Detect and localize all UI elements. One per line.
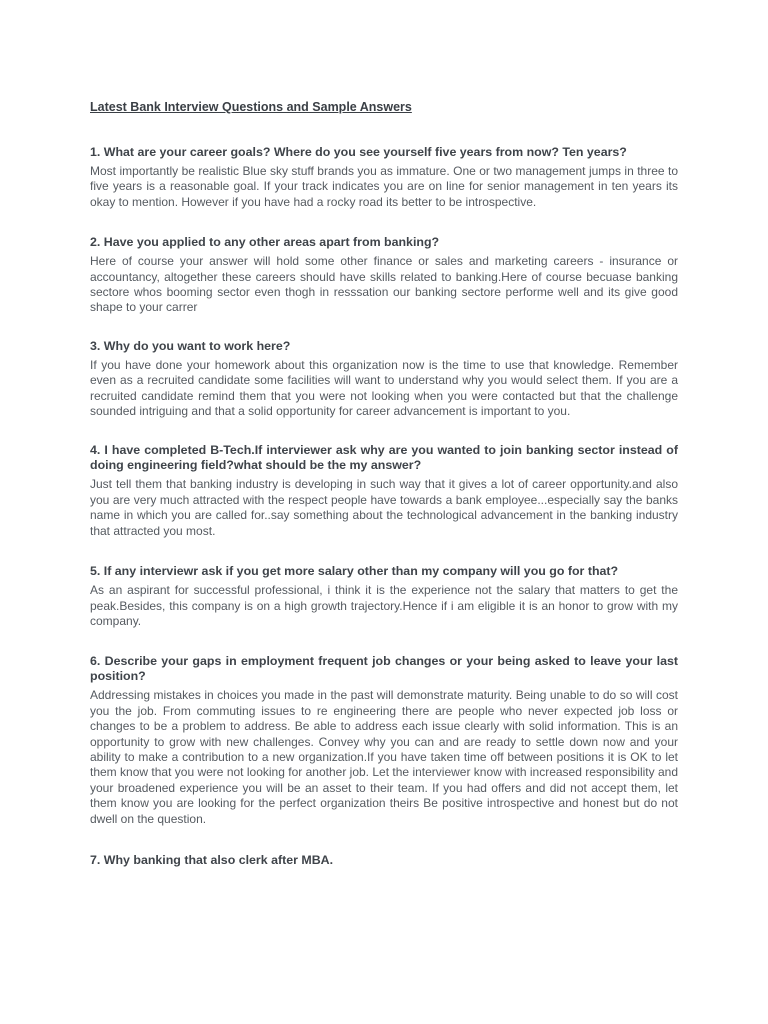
qa-item	[90, 145, 678, 210]
qa-item	[90, 654, 678, 827]
qa-item	[90, 443, 678, 539]
answer-text: Addressing mistakes in choices you made in the past will demonstrate maturity. Being unable to do so will cost you the job. From commuting issues to re engineering there are people who never expected job loss or changes to be a problem to address. Be able to address each issue clearly with solid information. This is an opportunity to grow with new challenges. Convey why you can and are ready to settle down now and your ability to make a contribution to a new organization.If you have taken time off between positions it is OK to let them know that you were not looking for another job. Let the interviewer know with increased responsibility and your broadened experience you will be an asset to their team. If you had offers and did not accept them, let them know you are looking for the perfect organization theirs Be positive introspective and honest but do not dwell on the question.	[90, 688, 678, 826]
qa-item	[90, 853, 678, 868]
question-heading: 5. If any interviewr ask if you get more salary other than my company will you go for that?	[90, 564, 619, 579]
answer-text: Here of course your answer will hold some other finance or sales and marketing careers - insurance or accountancy, altogether these careers should have skills related to banking.Here of course becuase banking sectore whos booming sector even thogh in resssation our banking sectore performe well and its give good shape to your carrer	[90, 254, 678, 315]
question-heading: 3. Why do you want to work here?	[90, 338, 291, 353]
question-heading: 7. Why banking that also clerk after MBA.	[90, 852, 334, 867]
answer-text: Most importantly be realistic Blue sky stuff brands you as immature. One or two management jumps in three to five years is a reasonable goal. If your track indicates you are on line for senior management in ten years its okay to mention. However if you have had a rocky road its better to be introspective.	[90, 164, 678, 209]
answer-text: As an aspirant for successful professional, i think it is the experience not the salary that matters to get the peak.Besides, this company is on a high growth trajectory.Hence if i am eligible it is an honor to grow with my company.	[90, 583, 678, 628]
question-heading: 4. I have completed B-Tech.If interviewer ask why are you wanted to join banking sector instead of doing engineering field?what should be the my answer?	[90, 443, 678, 473]
document-title: Latest Bank Interview Questions and Sample Answers	[90, 100, 412, 114]
document-page	[90, 99, 678, 872]
question-heading: 2. Have you applied to any other areas apart from banking?	[90, 235, 440, 250]
qa-item	[90, 564, 678, 629]
answer-text: If you have done your homework about this organization now is the time to use that knowledge. Remember even as a recruited candidate some facilities will want to understand why you would select them. If you are a recruited candidate remind them that you were not looking when you were contacted but that the challenge sounded intriguing and that a solid opportunity for career advancement is important to you.	[90, 357, 678, 419]
question-heading: 6. Describe your gaps in employment frequent job changes or your being asked to leave your last position?	[90, 654, 678, 684]
answer-text: Just tell them that banking industry is developing in such way that it gives a lot of career opportunity.and also you are very much attracted with the respect people have towards a bank employee...especially say the banks name in which you are called for..say something about the technological advancement in the banking industry that attracted you most.	[90, 477, 678, 538]
question-heading: 1. What are your career goals? Where do you see yourself five years from now? Ten years?	[90, 145, 627, 159]
qa-item	[90, 339, 678, 420]
qa-item	[90, 235, 678, 316]
